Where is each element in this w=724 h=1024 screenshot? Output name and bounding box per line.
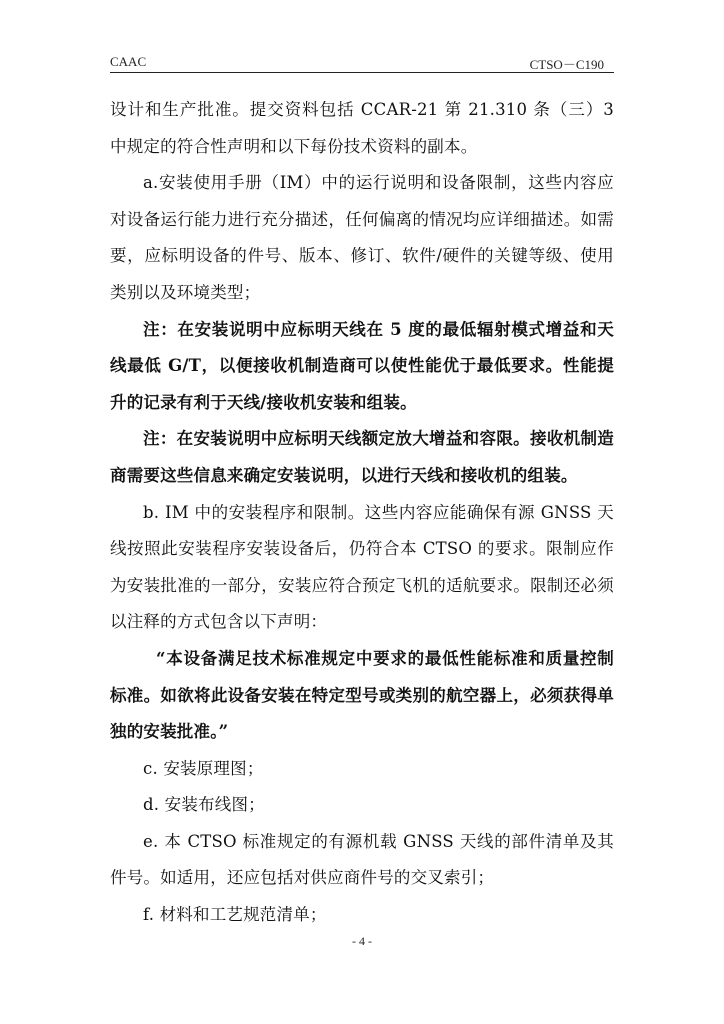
list-item-e: e. 本 CTSO 标准规定的有源机载 GNSS 天线的部件清单及其件号。如适用，还应包括对供应商件号的交叉索引；	[110, 831, 614, 888]
note-antenna-gain-gt: 注：在安装说明中应标明天线在 5 度的最低辐射模式增益和天线最低 G/T，以便接收机制造商可以使性能优于最低要求。性能提升的记录有利于天线/接收机安装和组装。	[110, 319, 614, 412]
list-item-f: f. 材料和工艺规范清单；	[143, 905, 327, 925]
header-document-id: CTSO－C190	[529, 57, 604, 72]
body-text	[110, 92, 614, 934]
note-amplifier-gain: 注：在安装说明中应标明天线额定放大增益和容限。接收机制造商需要这些信息来确定安装说明，以进行天线和接收机的组装。	[110, 429, 614, 485]
paragraph-approval: 设计和生产批准。提交资料包括 CCAR-21 第 21.310 条（三）3 中规定的符合性声明和以下每份技术资料的副本。	[110, 100, 614, 156]
statement-quote: “本设备满足技术标准规定中要求的最低性能标准和质量控制标准。如欲将此设备安装在特定型号或类别的航空器上，必须获得单独的安装批准。”	[110, 648, 614, 742]
paragraph-item-b: b. IM 中的安装程序和限制。这些内容应能确保有源 GNSS 天线按照此安装程序安装设备后，仍符合本 CTSO 的要求。限制应作为安装批准的一部分，安装应符合预定飞机的适航要求。限制还必须以注释的方式包含以下声明：	[110, 502, 614, 632]
page-header	[110, 50, 614, 73]
header-organization: CAAC	[110, 54, 147, 69]
paragraph-item-a: a.安装使用手册（IM）中的运行说明和设备限制，这些内容应对设备运行能力进行充分描述，任何偏离的情况均应详细描述。如需要，应标明设备的件号、版本、修订、软件/硬件的关键等级、使用类别以及环境类型；	[110, 173, 614, 302]
page-number: - 4 -	[352, 934, 372, 948]
list-item-d: d. 安装布线图；	[143, 795, 265, 815]
list-item-c: c. 安装原理图；	[143, 758, 264, 778]
